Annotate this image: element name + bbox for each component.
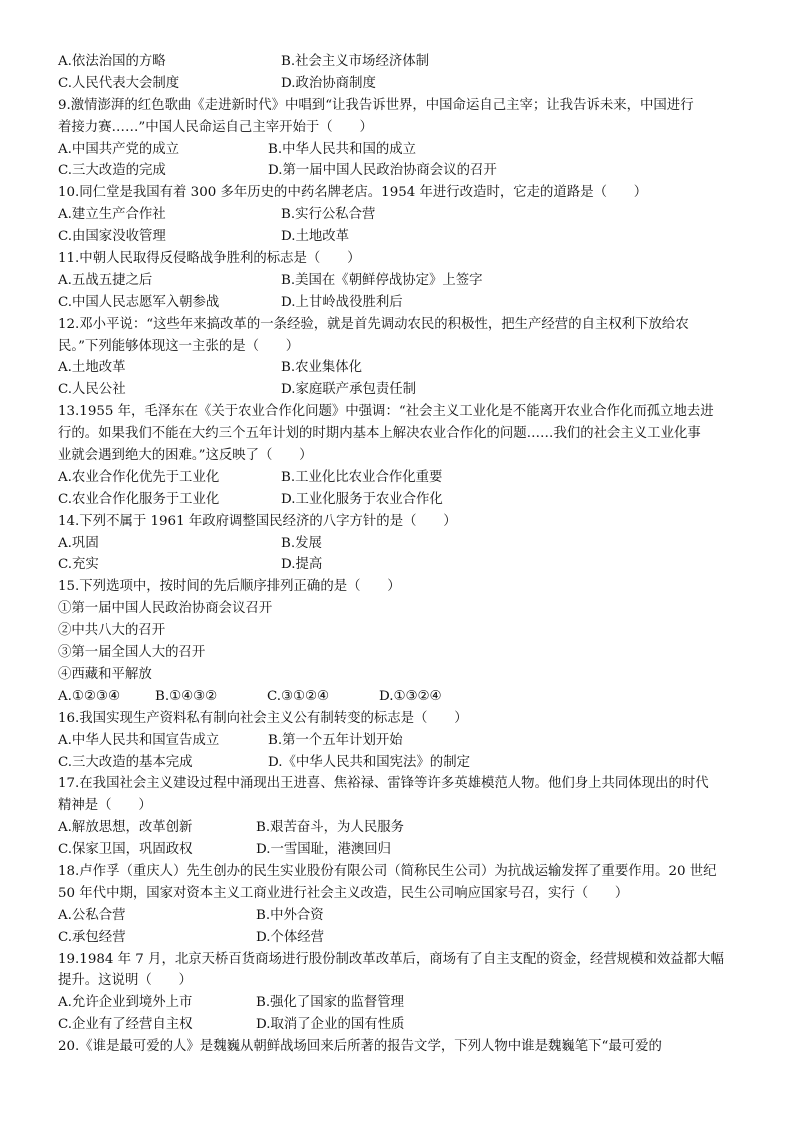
option-b: B.艰苦奋斗，为人民服务 [256,820,405,836]
question-stem: 民。”下列能够体现这一主张的是（ ） [58,338,300,354]
question-stem: 着接力赛……”中国人民命运自己主宰开始于（ ） [58,119,373,135]
option-a: A.公私合营 [58,907,126,923]
option-row [58,292,748,314]
option-a: A.建立生产合作社 [58,207,166,223]
option-a: A.五战五捷之后 [58,272,153,288]
option-d: D.一雪国耻，港澳回归 [256,842,392,858]
option-row [58,1014,748,1036]
option-d: D.工业化服务于农业合作化 [281,491,443,507]
option-row [58,51,748,73]
question-stem: 业就会遇到绝大的困难。”这反映了（ ） [58,448,313,464]
sequence-item: ③第一届全国人大的召开 [58,645,206,661]
question-stem: 精神是（ ） [58,798,152,814]
option-c: C.③①②④ [267,688,330,704]
exam-page [58,51,748,1058]
option-c: C.人民公社 [58,382,126,398]
option-b: B.强化了国家的监督管理 [256,995,405,1011]
option-a: A.解放思想，改革创新 [58,820,193,836]
option-row [58,204,748,226]
option-d: D.政治协商制度 [281,75,376,91]
option-a: A.中华人民共和国宣告成立 [58,732,220,748]
sequence-item: ②中共八大的召开 [58,623,166,639]
question-stem: 18.卢作孚（重庆人）先生创办的民生实业股份有限公司（简称民生公司）为抗战运输发挥了重要作用。20 世纪 [58,863,717,879]
option-d: D.上甘岭战役胜利后 [281,294,403,310]
option-row [58,357,748,379]
question-stem: 提升。这说明（ ） [58,973,192,989]
question-stem: 17.在我国社会主义建设过程中涌现出王进喜、焦裕禄、雷锋等许多英雄模范人物。他们身上共同体现出的时代 [58,776,709,792]
question-stem: 9.激情澎湃的红色歌曲《走进新时代》中唱到“让我告诉世界，中国命运自己主宰；让我告诉未来，中国进行 [58,97,694,113]
option-d: D.①③②④ [379,688,442,704]
option-b: B.农业集体化 [281,360,363,376]
question-stem: 10.同仁堂是我国有着 300 多年历史的中药名牌老店。1954 年进行改造时，它走的道路是（ ） [58,185,648,201]
option-a: A.巩固 [58,535,99,551]
option-row [58,752,748,774]
option-row [58,73,748,95]
option-b: B.实行公私合营 [281,207,376,223]
option-row [58,160,748,182]
option-d: D.取消了企业的国有性质 [256,1017,405,1033]
option-row [58,139,748,161]
option-d: D.家庭联产承包责任制 [281,382,417,398]
question-stem: 19.1984 年 7 月，北京天桥百货商场进行股份制改革改革后，商场有了自主支配的资金，经营规模和效益都大幅 [58,951,724,967]
option-row [58,686,748,708]
option-a: A.①②③④ [58,688,120,704]
option-c: C.承包经营 [58,929,126,945]
option-d: D.个体经营 [256,929,325,945]
option-a: A.土地改革 [58,360,126,376]
option-b: B.中外合资 [256,907,324,923]
option-b: B.美国在《朝鲜停战协定》上签字 [281,272,483,288]
option-row [58,554,748,576]
sequence-item: ④西藏和平解放 [58,666,152,682]
option-row [58,927,748,949]
option-b: B.①④③② [155,688,218,704]
option-row [58,992,748,1014]
question-stem: 13.1955 年，毛泽东在《关于农业合作化问题》中强调：“社会主义工业化是不能离开农业合作化而孤立地去进 [58,404,714,420]
option-c: C.三大改造的完成 [58,163,166,179]
question-stem: 12.邓小平说：“这些年来搞改革的一条经验，就是首先调动农民的积极性，把生产经营的自主权利下放给农 [58,316,689,332]
option-row [58,467,748,489]
option-row [58,817,748,839]
option-a: A.中国共产党的成立 [58,141,180,157]
option-d: D.土地改革 [281,229,350,245]
question-stem: 20.《谁是最可爱的人》是魏巍从朝鲜战场回来后所著的报告文学，下列人物中谁是魏巍笔下“最可爱的 [58,1039,662,1055]
option-d: D.提高 [281,557,323,573]
option-c: C.农业合作化服务于工业化 [58,491,220,507]
question-stem: 16.我国实现生产资料私有制向社会主义公有制转变的标志是（ ） [58,710,468,726]
option-a: A.农业合作化优先于工业化 [58,469,220,485]
option-row [58,489,748,511]
option-b: B.社会主义市场经济体制 [281,54,430,69]
sequence-item: ①第一届中国人民政治协商会议召开 [58,601,273,617]
option-row [58,730,748,752]
option-c: C.充实 [58,557,99,573]
option-a: A.允许企业到境外上市 [58,995,193,1011]
option-row [58,379,748,401]
option-row [58,839,748,861]
question-stem: 15.下列选项中，按时间的先后顺序排列正确的是（ ） [58,579,401,595]
option-c: C.保家卫国，巩固政权 [58,842,193,858]
question-stem: 11.中朝人民取得反侵略战争胜利的标志是（ ） [58,251,361,267]
option-d: D.《中华人民共和国宪法》的制定 [268,754,470,770]
option-d: D.第一届中国人民政治协商会议的召开 [268,163,497,179]
option-row [58,905,748,927]
option-c: C.企业有了经营自主权 [58,1017,193,1033]
option-b: B.中华人民共和国的成立 [268,141,417,157]
option-b: B.发展 [281,535,322,551]
option-b: B.工业化比农业合作化重要 [281,469,443,485]
option-c: C.三大改造的基本完成 [58,754,193,770]
question-stem: 14.下列不属于 1961 年政府调整国民经济的八字方针的是（ ） [58,513,457,529]
option-a: A.依法治国的方略 [58,54,166,69]
option-c: C.中国人民志愿军入朝参战 [58,294,220,310]
option-c: C.人民代表大会制度 [58,75,180,91]
option-row [58,270,748,292]
question-stem: 50 年代中期，国家对资本主义工商业进行社会主义改造，民生公司响应国家号召，实行（ ） [58,885,629,901]
option-b: B.第一个五年计划开始 [268,732,403,748]
option-row [58,226,748,248]
option-row [58,533,748,555]
option-c: C.由国家没收管理 [58,229,166,245]
question-stem: 行的。如果我们不能在大约三个五年计划的时期内基本上解决农业合作化的问题……我们的社会主义工业化事 [58,426,701,442]
